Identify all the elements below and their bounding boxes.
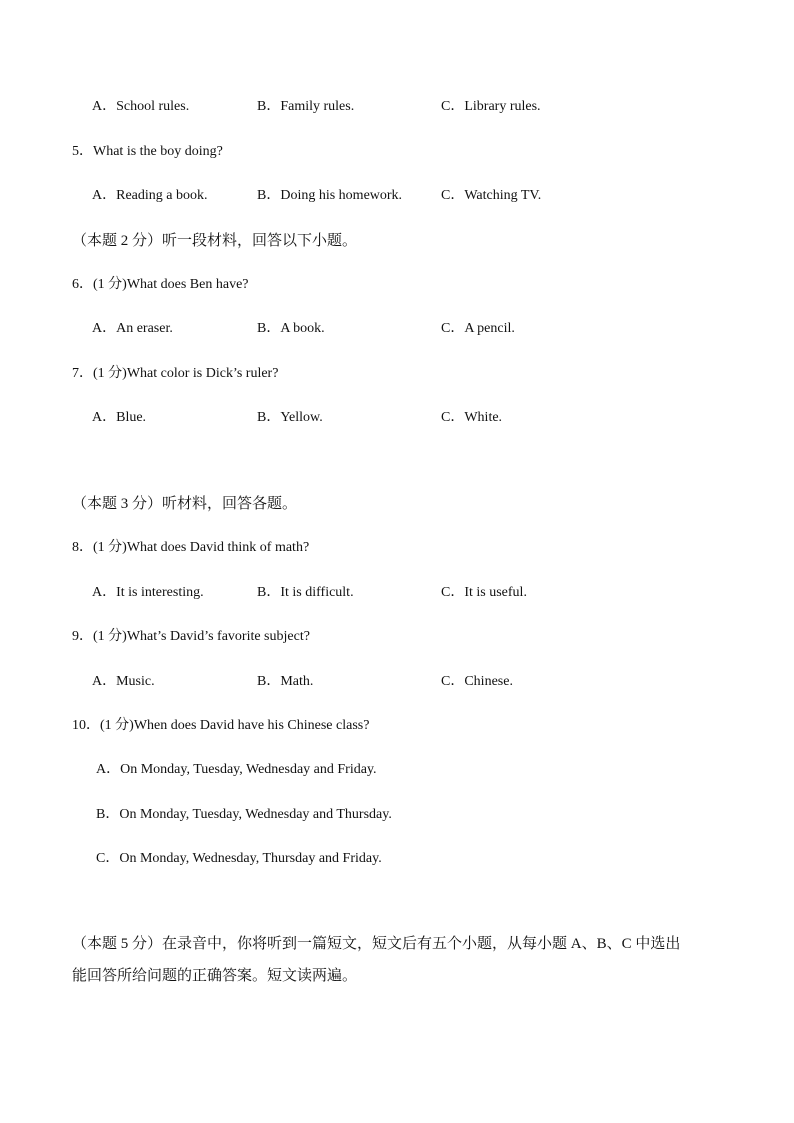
- section-3-instruction: （本题 3 分）听材料，回答各题。: [72, 496, 298, 512]
- q7-option-a: A．Blue.: [92, 410, 147, 425]
- q10-option-a: A．On Monday, Tuesday, Wednesday and Friday.: [96, 762, 377, 777]
- q10-option-b: B．On Monday, Tuesday, Wednesday and Thursday.: [96, 807, 392, 822]
- q4-option-a: A．School rules.: [92, 99, 190, 114]
- q9-stem: 9．(1 分)What’s David’s favorite subject?: [72, 629, 310, 644]
- q6-stem: 6．(1 分)What does Ben have?: [72, 277, 249, 292]
- q8-option-c: C．It is useful.: [441, 585, 527, 600]
- q5-option-a: A．Reading a book.: [92, 188, 208, 203]
- q6-option-c: C．A pencil.: [441, 321, 515, 336]
- q10-stem: 10．(1 分)When does David have his Chinese class?: [72, 718, 370, 733]
- q7-stem: 7．(1 分)What color is Dick’s ruler?: [72, 366, 279, 381]
- q5-option-c: C．Watching TV.: [441, 188, 542, 203]
- q9-option-b: B．Math.: [257, 674, 314, 689]
- q8-option-a: A．It is interesting.: [92, 585, 204, 600]
- section-5-instruction-line1: （本题 5 分）在录音中，你将听到一篇短文，短文后有五个小题，从每小题 A、B、C 中选出: [72, 936, 681, 952]
- q8-option-b: B．It is difficult.: [257, 585, 354, 600]
- section-5-instruction-line2: 能回答所给问题的正确答案。短文读两遍。: [72, 968, 358, 984]
- section-2-instruction: （本题 2 分）听一段材料，回答以下小题。: [72, 233, 358, 249]
- q7-option-c: C．White.: [441, 410, 503, 425]
- q9-option-c: C．Chinese.: [441, 674, 513, 689]
- q5-option-b: B．Doing his homework.: [257, 188, 403, 203]
- q9-option-a: A．Music.: [92, 674, 155, 689]
- q8-stem: 8．(1 分)What does David think of math?: [72, 540, 310, 555]
- q6-option-a: A．An eraser.: [92, 321, 173, 336]
- q4-option-b: B．Family rules.: [257, 99, 355, 114]
- q4-option-c: C．Library rules.: [441, 99, 541, 114]
- q10-option-c: C．On Monday, Wednesday, Thursday and Friday.: [96, 851, 382, 866]
- q6-option-b: B．A book.: [257, 321, 325, 336]
- q5-stem: 5．What is the boy doing?: [72, 144, 223, 159]
- q7-option-b: B．Yellow.: [257, 410, 323, 425]
